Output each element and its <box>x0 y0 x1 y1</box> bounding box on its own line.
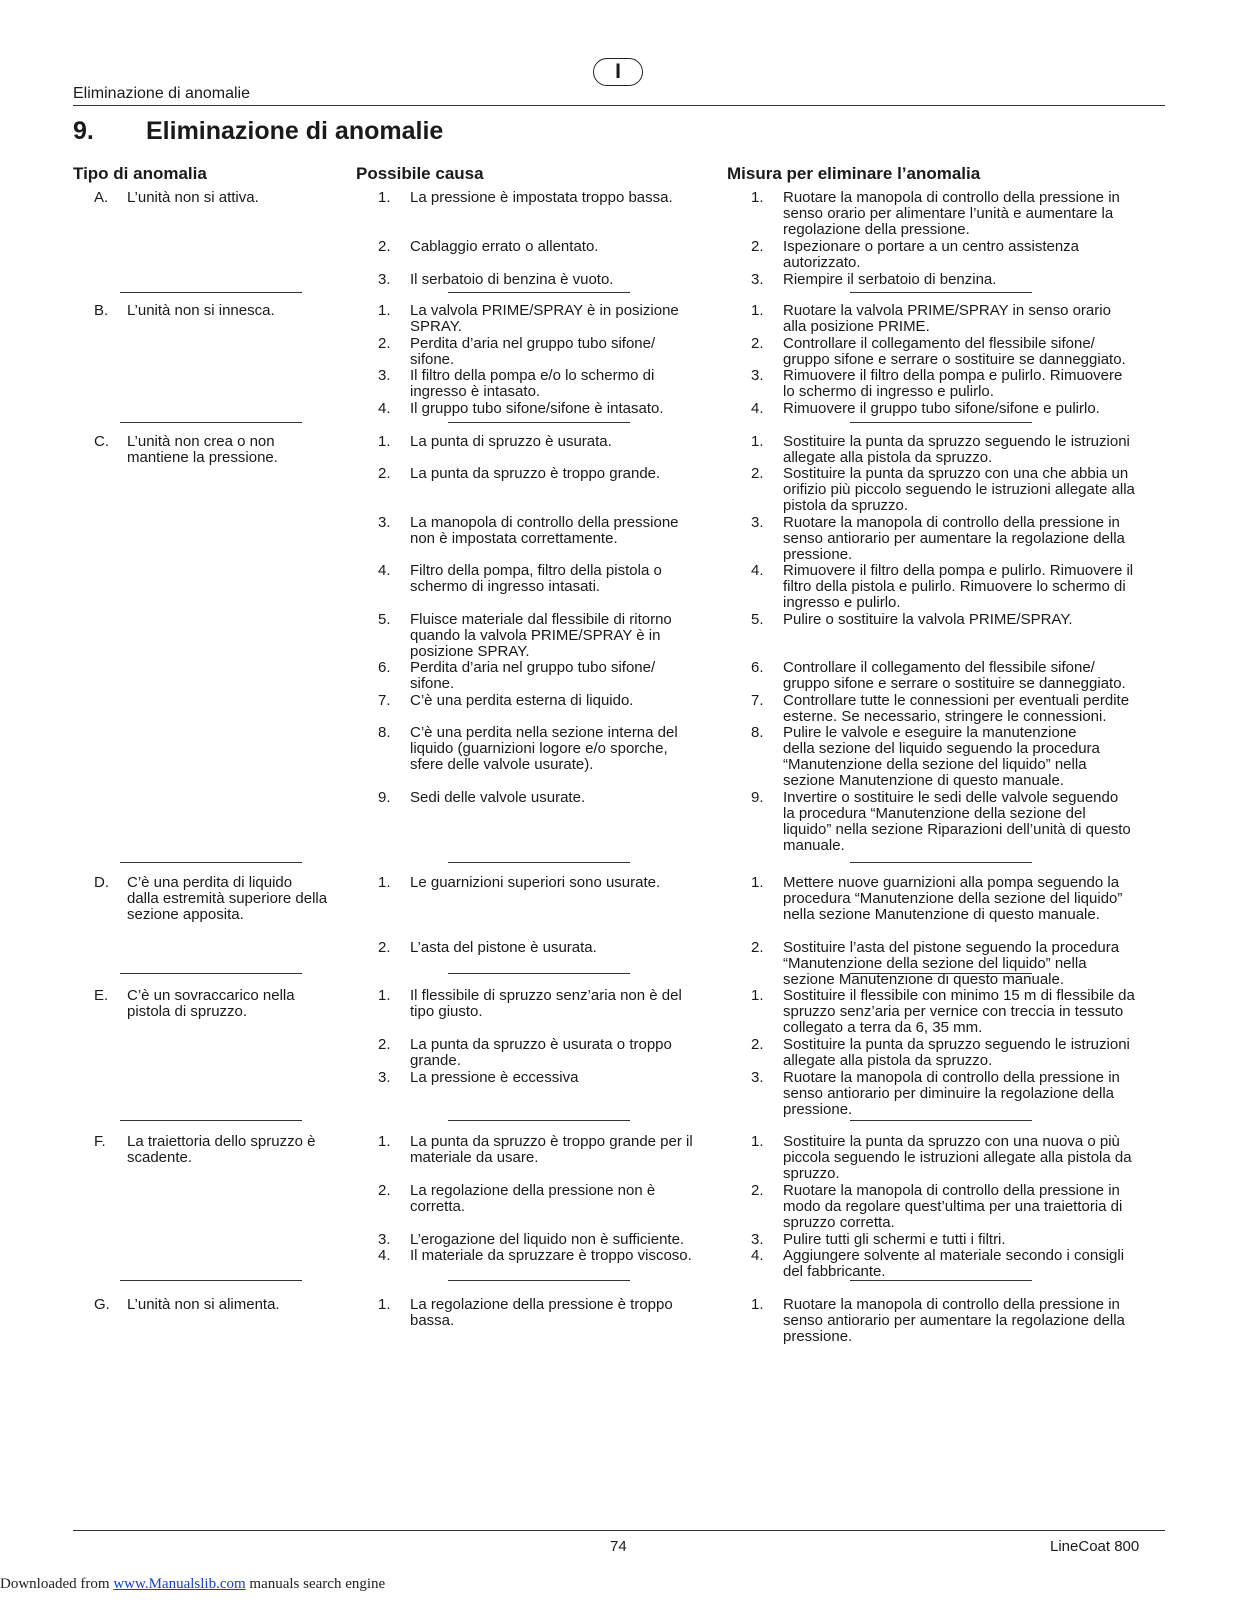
cause-text: Il filtro della pompa e/o lo schermo di ingresso è intasato. <box>410 367 655 400</box>
remedy-number: 4. <box>751 400 764 417</box>
group-separator <box>120 292 302 293</box>
problem-text: La traiettoria dello spruzzo è scadente. <box>127 1133 316 1166</box>
remedy-text: Sostituire la punta da spruzzo con una che abbia un orifizio più piccolo seguendo le istruzioni allegate alla pistola da spruzzo. <box>783 465 1135 514</box>
group-separator <box>120 862 302 863</box>
cause-text: C’è una perdita nella sezione interna del liquido (guarnizioni logore e/o sporche, sfere delle valvole usurate). <box>410 724 678 773</box>
manualslib-link[interactable]: www.Manualslib.com <box>113 1576 246 1592</box>
remedy-text: Pulire le valvole e eseguire la manutenzione della sezione del liquido seguendo la procedura “Manutenzione della sezione del liquido” nella sezione Manutenzione di questo manuale. <box>783 724 1100 789</box>
cause-number: 8. <box>378 724 391 741</box>
cause-text: Il gruppo tubo sifone/sifone è intasato. <box>410 400 664 417</box>
cause-text: Il flessibile di spruzzo senz’aria non è del tipo giusto. <box>410 987 682 1020</box>
cause-number: 1. <box>378 1133 391 1150</box>
remedy-text: Controllare il collegamento del flessibile sifone/ gruppo sifone e serrare o sostituire se danneggiato. <box>783 335 1126 368</box>
remedy-text: Rimuovere il gruppo tubo sifone/sifone e pulirlo. <box>783 400 1100 417</box>
remedy-text: Pulire tutti gli schermi e tutti i filtri. <box>783 1231 1006 1248</box>
remedy-text: Ruotare la manopola di controllo della pressione in modo da regolare quest’ultima per una traiettoria di spruzzo corretta. <box>783 1182 1123 1231</box>
group-separator <box>850 292 1032 293</box>
cause-number: 9. <box>378 789 391 806</box>
remedy-text: Rimuovere il filtro della pompa e pulirlo. Rimuovere il filtro della pistola e pulirlo. Rimuovere lo schermo di ingresso e pulirlo. <box>783 562 1134 611</box>
problem-text: L’unità non si attiva. <box>127 189 259 206</box>
remedy-text: Mettere nuove guarnizioni alla pompa seguendo la procedura “Manutenzione della sezione del liquido” nella sezione Manutenzione di questo manuale. <box>783 874 1123 923</box>
remedy-text: Sostituire il flessibile con minimo 15 m di flessibile da spruzzo senz’aria per vernice con treccia in tessuto collegato a terra da 6, 35 mm. <box>783 987 1135 1036</box>
cause-number: 1. <box>378 189 391 206</box>
cause-number: 3. <box>378 271 391 288</box>
cause-number: 1. <box>378 1296 391 1313</box>
problem-text: L’unità non crea o non mantiene la pressione. <box>127 433 278 466</box>
group-separator <box>120 973 302 974</box>
column-header-cause: Possibile causa <box>356 164 484 183</box>
remedy-text: Invertire o sostituire le sedi delle valvole seguendo la procedura “Manutenzione della sezione del liquido” nella sezione Riparazioni dell’unità di questo manuale. <box>783 789 1131 854</box>
remedy-number: 1. <box>751 987 764 1004</box>
section-number: 9. <box>73 117 94 145</box>
problem-text: C’è un sovraccarico nella pistola di spruzzo. <box>127 987 295 1020</box>
group-separator <box>448 292 630 293</box>
remedy-text: Ispezionare o portare a un centro assistenza autorizzato. <box>783 238 1080 271</box>
group-separator <box>850 1120 1032 1121</box>
group-separator <box>448 1120 630 1121</box>
problem-letter: C. <box>94 433 109 450</box>
problem-letter: G. <box>94 1296 110 1313</box>
remedy-number: 2. <box>751 465 764 482</box>
section-title: Eliminazione di anomalie <box>146 117 444 145</box>
cause-number: 4. <box>378 1247 391 1264</box>
remedy-number: 5. <box>751 611 764 628</box>
problem-letter: F. <box>94 1133 106 1150</box>
cause-number: 6. <box>378 659 391 676</box>
remedy-number: 6. <box>751 659 764 676</box>
cause-number: 3. <box>378 514 391 531</box>
remedy-text: Sostituire la punta da spruzzo seguendo le istruzioni allegate alla pistola da spruzzo. <box>783 433 1130 466</box>
remedy-text: Ruotare la manopola di controllo della pressione in senso antiorario per diminuire la regolazione della pressione. <box>783 1069 1120 1118</box>
remedy-number: 7. <box>751 692 764 709</box>
cause-number: 1. <box>378 987 391 1004</box>
problem-letter: E. <box>94 987 109 1004</box>
remedy-text: Ruotare la manopola di controllo della pressione in senso antiorario per aumentare la regolazione della pressione. <box>783 514 1125 563</box>
remedy-text: Ruotare la valvola PRIME/SPRAY in senso orario alla posizione PRIME. <box>783 302 1111 335</box>
cause-text: La regolazione della pressione non è corretta. <box>410 1182 656 1215</box>
remedy-number: 2. <box>751 939 764 956</box>
remedy-number: 3. <box>751 1231 764 1248</box>
cause-text: Il serbatoio di benzina è vuoto. <box>410 271 614 288</box>
cause-number: 2. <box>378 939 391 956</box>
group-separator <box>448 1280 630 1281</box>
cause-text: L’asta del pistone è usurata. <box>410 939 597 956</box>
cause-text: Cablaggio errato o allentato. <box>410 238 599 255</box>
remedy-number: 1. <box>751 189 764 206</box>
cause-number: 7. <box>378 692 391 709</box>
group-separator <box>850 973 1032 974</box>
remedy-number: 1. <box>751 874 764 891</box>
cause-text: Sedi delle valvole usurate. <box>410 789 586 806</box>
cause-text: Filtro della pompa, filtro della pistola o schermo di ingresso intasati. <box>410 562 662 595</box>
download-prefix: Downloaded from <box>0 1576 114 1592</box>
problem-letter: D. <box>94 874 109 891</box>
remedy-text: Ruotare la manopola di controllo della pressione in senso antiorario per aumentare la regolazione della pressione. <box>783 1296 1125 1345</box>
cause-text: Le guarnizioni superiori sono usurate. <box>410 874 661 891</box>
cause-text: C’è una perdita esterna di liquido. <box>410 692 634 709</box>
remedy-text: Pulire o sostituire la valvola PRIME/SPRAY. <box>783 611 1073 628</box>
group-separator <box>120 1120 302 1121</box>
cause-text: Fluisce materiale dal flessibile di ritorno quando la valvola PRIME/SPRAY è in posizione SPRAY. <box>410 611 672 660</box>
cause-text: La valvola PRIME/SPRAY è in posizione SPRAY. <box>410 302 679 335</box>
remedy-text: Sostituire la punta da spruzzo con una nuova o più piccola seguendo le istruzioni allegate alla pistola da spruzzo. <box>783 1133 1132 1182</box>
cause-text: La punta di spruzzo è usurata. <box>410 433 612 450</box>
cause-number: 1. <box>378 302 391 319</box>
footer-rule <box>73 1530 1165 1531</box>
remedy-number: 8. <box>751 724 764 741</box>
header-rule <box>73 105 1165 106</box>
column-header-type: Tipo di anomalia <box>73 164 207 183</box>
group-separator <box>850 422 1032 423</box>
cause-number: 5. <box>378 611 391 628</box>
cause-number: 2. <box>378 465 391 482</box>
cause-text: La pressione è eccessiva <box>410 1069 579 1086</box>
problem-text: C’è una perdita di liquido dalla estremità superiore della sezione apposita. <box>127 874 328 923</box>
cause-number: 3. <box>378 1231 391 1248</box>
remedy-number: 2. <box>751 335 764 352</box>
cause-number: 2. <box>378 1036 391 1053</box>
cause-number: 2. <box>378 238 391 255</box>
remedy-number: 9. <box>751 789 764 806</box>
remedy-text: Ruotare la manopola di controllo della pressione in senso orario per alimentare l’unità e aumentare la regolazione della pressione. <box>783 189 1120 238</box>
remedy-text: Sostituire la punta da spruzzo seguendo le istruzioni allegate alla pistola da spruzzo. <box>783 1036 1130 1069</box>
cause-text: La pressione è impostata troppo bassa. <box>410 189 673 206</box>
running-header: Eliminazione di anomalie <box>73 85 250 102</box>
group-separator <box>850 862 1032 863</box>
cause-text: La punta da spruzzo è troppo grande per il materiale da usare. <box>410 1133 693 1166</box>
remedy-number: 1. <box>751 1296 764 1313</box>
remedy-text: Riempire il serbatoio di benzina. <box>783 271 997 288</box>
remedy-number: 3. <box>751 271 764 288</box>
remedy-number: 3. <box>751 367 764 384</box>
group-separator <box>448 973 630 974</box>
remedy-number: 2. <box>751 1036 764 1053</box>
remedy-number: 2. <box>751 1182 764 1199</box>
cause-number: 2. <box>378 335 391 352</box>
cause-text: La punta da spruzzo è troppo grande. <box>410 465 661 482</box>
download-suffix: manuals search engine <box>245 1576 386 1592</box>
group-separator <box>850 1280 1032 1281</box>
column-header-remedy: Misura per eliminare l’anomalia <box>727 164 981 183</box>
remedy-number: 4. <box>751 562 764 579</box>
cause-text: La punta da spruzzo è usurata o troppo grande. <box>410 1036 672 1069</box>
remedy-text: Sostituire l’asta del pistone seguendo la procedura “Manutenzione della sezione del liquido” nella sezione Manutenzione di questo manuale. <box>783 939 1120 988</box>
group-separator <box>448 422 630 423</box>
page-number: 74 <box>610 1538 627 1555</box>
download-note <box>0 1576 385 1593</box>
problem-text: L’unità non si alimenta. <box>127 1296 280 1313</box>
cause-number: 4. <box>378 562 391 579</box>
remedy-text: Rimuovere il filtro della pompa e pulirlo. Rimuovere lo schermo di ingresso e pulirlo. <box>783 367 1123 400</box>
remedy-text: Aggiungere solvente al materiale secondo i consigli del fabbricante. <box>783 1247 1125 1280</box>
problem-text: L’unità non si innesca. <box>127 302 275 319</box>
problem-letter: B. <box>94 302 109 319</box>
remedy-number: 1. <box>751 302 764 319</box>
cause-text: La manopola di controllo della pressione non è impostata correttamente. <box>410 514 679 547</box>
remedy-number: 3. <box>751 514 764 531</box>
language-badge: I <box>593 58 643 86</box>
cause-number: 1. <box>378 874 391 891</box>
cause-text: L’erogazione del liquido non è sufficiente. <box>410 1231 685 1248</box>
group-separator <box>120 1280 302 1281</box>
remedy-text: Controllare tutte le connessioni per eventuali perdite esterne. Se necessario, stringere le connessioni. <box>783 692 1130 725</box>
problem-letter: A. <box>94 189 109 206</box>
product-name: LineCoat 800 <box>1050 1538 1140 1555</box>
cause-number: 1. <box>378 433 391 450</box>
remedy-number: 1. <box>751 1133 764 1150</box>
remedy-number: 1. <box>751 433 764 450</box>
cause-number: 4. <box>378 400 391 417</box>
remedy-number: 3. <box>751 1069 764 1086</box>
cause-number: 2. <box>378 1182 391 1199</box>
group-separator <box>120 422 302 423</box>
cause-text: Il materiale da spruzzare è troppo viscoso. <box>410 1247 692 1264</box>
cause-text: La regolazione della pressione è troppo bassa. <box>410 1296 673 1329</box>
cause-text: Perdita d’aria nel gruppo tubo sifone/ sifone. <box>410 659 656 692</box>
remedy-number: 4. <box>751 1247 764 1264</box>
cause-number: 3. <box>378 1069 391 1086</box>
remedy-text: Controllare il collegamento del flessibile sifone/ gruppo sifone e serrare o sostituire se danneggiato. <box>783 659 1126 692</box>
group-separator <box>448 862 630 863</box>
remedy-number: 2. <box>751 238 764 255</box>
cause-text: Perdita d’aria nel gruppo tubo sifone/ sifone. <box>410 335 656 368</box>
cause-number: 3. <box>378 367 391 384</box>
